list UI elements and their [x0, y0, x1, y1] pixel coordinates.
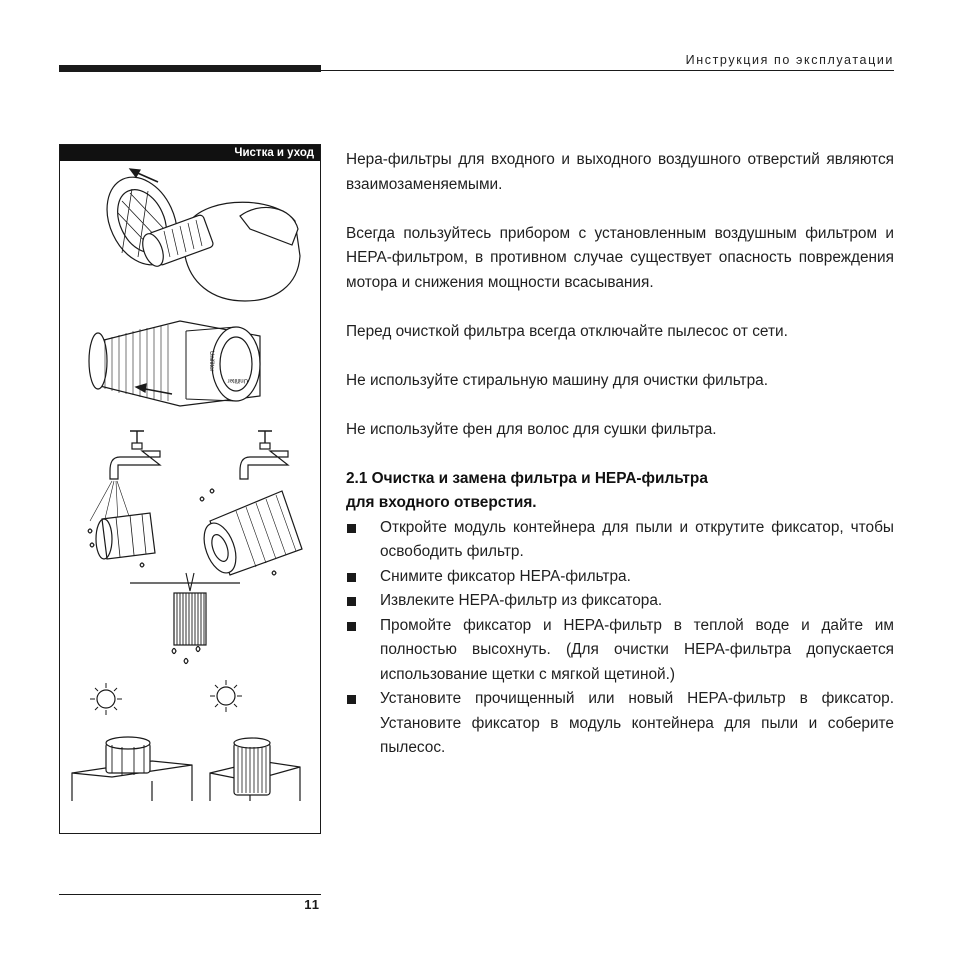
paragraph: Не используйте фен для волос для сушки фильтра.: [346, 420, 717, 438]
list-item: [346, 687, 894, 761]
paragraph: Не используйте стиральную машину для очистки фильтра.: [346, 371, 768, 389]
bullet-icon: [347, 524, 356, 533]
section-tab: Чистка и уход: [60, 145, 320, 161]
footer-line: [59, 894, 321, 895]
paragraph: Hepa-фильтры для входного и выходного воздушного отверстий являются взаимозаменяемыми.: [346, 151, 894, 193]
drying-illustration: [130, 573, 240, 664]
bullet-icon: [347, 622, 356, 631]
bullet-icon: [347, 573, 356, 582]
filter-holder-illustration: [89, 321, 260, 406]
filter-label-text-2: Unifilter: [227, 377, 248, 383]
page-number: 11: [304, 897, 320, 912]
header-line: [321, 70, 894, 71]
list-item: [346, 614, 894, 688]
paragraph: Всегда пользуйтесь прибором с установленным воздушным фильтром и HEPA-фильтром, в противном случае существует опасность повреждения мотора и снижения мощности всасывания.: [346, 224, 894, 291]
disassembly-illustration: [94, 166, 300, 301]
list-item: [346, 589, 894, 614]
list-item-text: Извлеките HEPA-фильтр из фиксатора.: [380, 592, 663, 609]
paragraph: Перед очисткой фильтра всегда отключайте пылесос от сети.: [346, 322, 788, 340]
sun-icon: [90, 680, 242, 715]
filter-label-text: Unifilter: [208, 351, 214, 372]
list-item-text: Промойте фиксатор и HEPA-фильтр в теплой воде и дайте им полностью высохнуть. (Для очистки HEPA-фильтра допускается использование щетки с мягкой щетиной.): [380, 616, 894, 683]
reassembly-illustration: [72, 737, 300, 801]
section-heading-line-2: для входного отверстия.: [346, 494, 537, 511]
list-item-text: Установите прочищенный или новый HEPA-фильтр в фиксатор. Установите фиксатор в модуль контейнера для пыли и соберите пылесос.: [380, 690, 894, 756]
cleaning-illustrations: [60, 161, 320, 833]
main-content: [346, 148, 894, 761]
washing-illustration: [88, 431, 302, 577]
bullet-icon: [347, 695, 356, 704]
list-item: [346, 516, 894, 565]
header-rule: [59, 65, 321, 72]
illustration-panel: [59, 144, 321, 834]
list-item-text: Снимите фиксатор HEPA-фильтра.: [380, 567, 631, 585]
list-item: [346, 565, 894, 590]
section-heading: [346, 467, 894, 516]
header-title: Инструкция по эксплуатации: [685, 53, 894, 67]
bullet-icon: [347, 597, 356, 606]
steps-list: [346, 516, 894, 761]
section-heading-line-1: 2.1 Очистка и замена фильтра и HEPA-фильтра: [346, 469, 708, 487]
list-item-text: Откройте модуль контейнера для пыли и открутите фиксатор, чтобы освободить фильтр.: [380, 518, 894, 560]
